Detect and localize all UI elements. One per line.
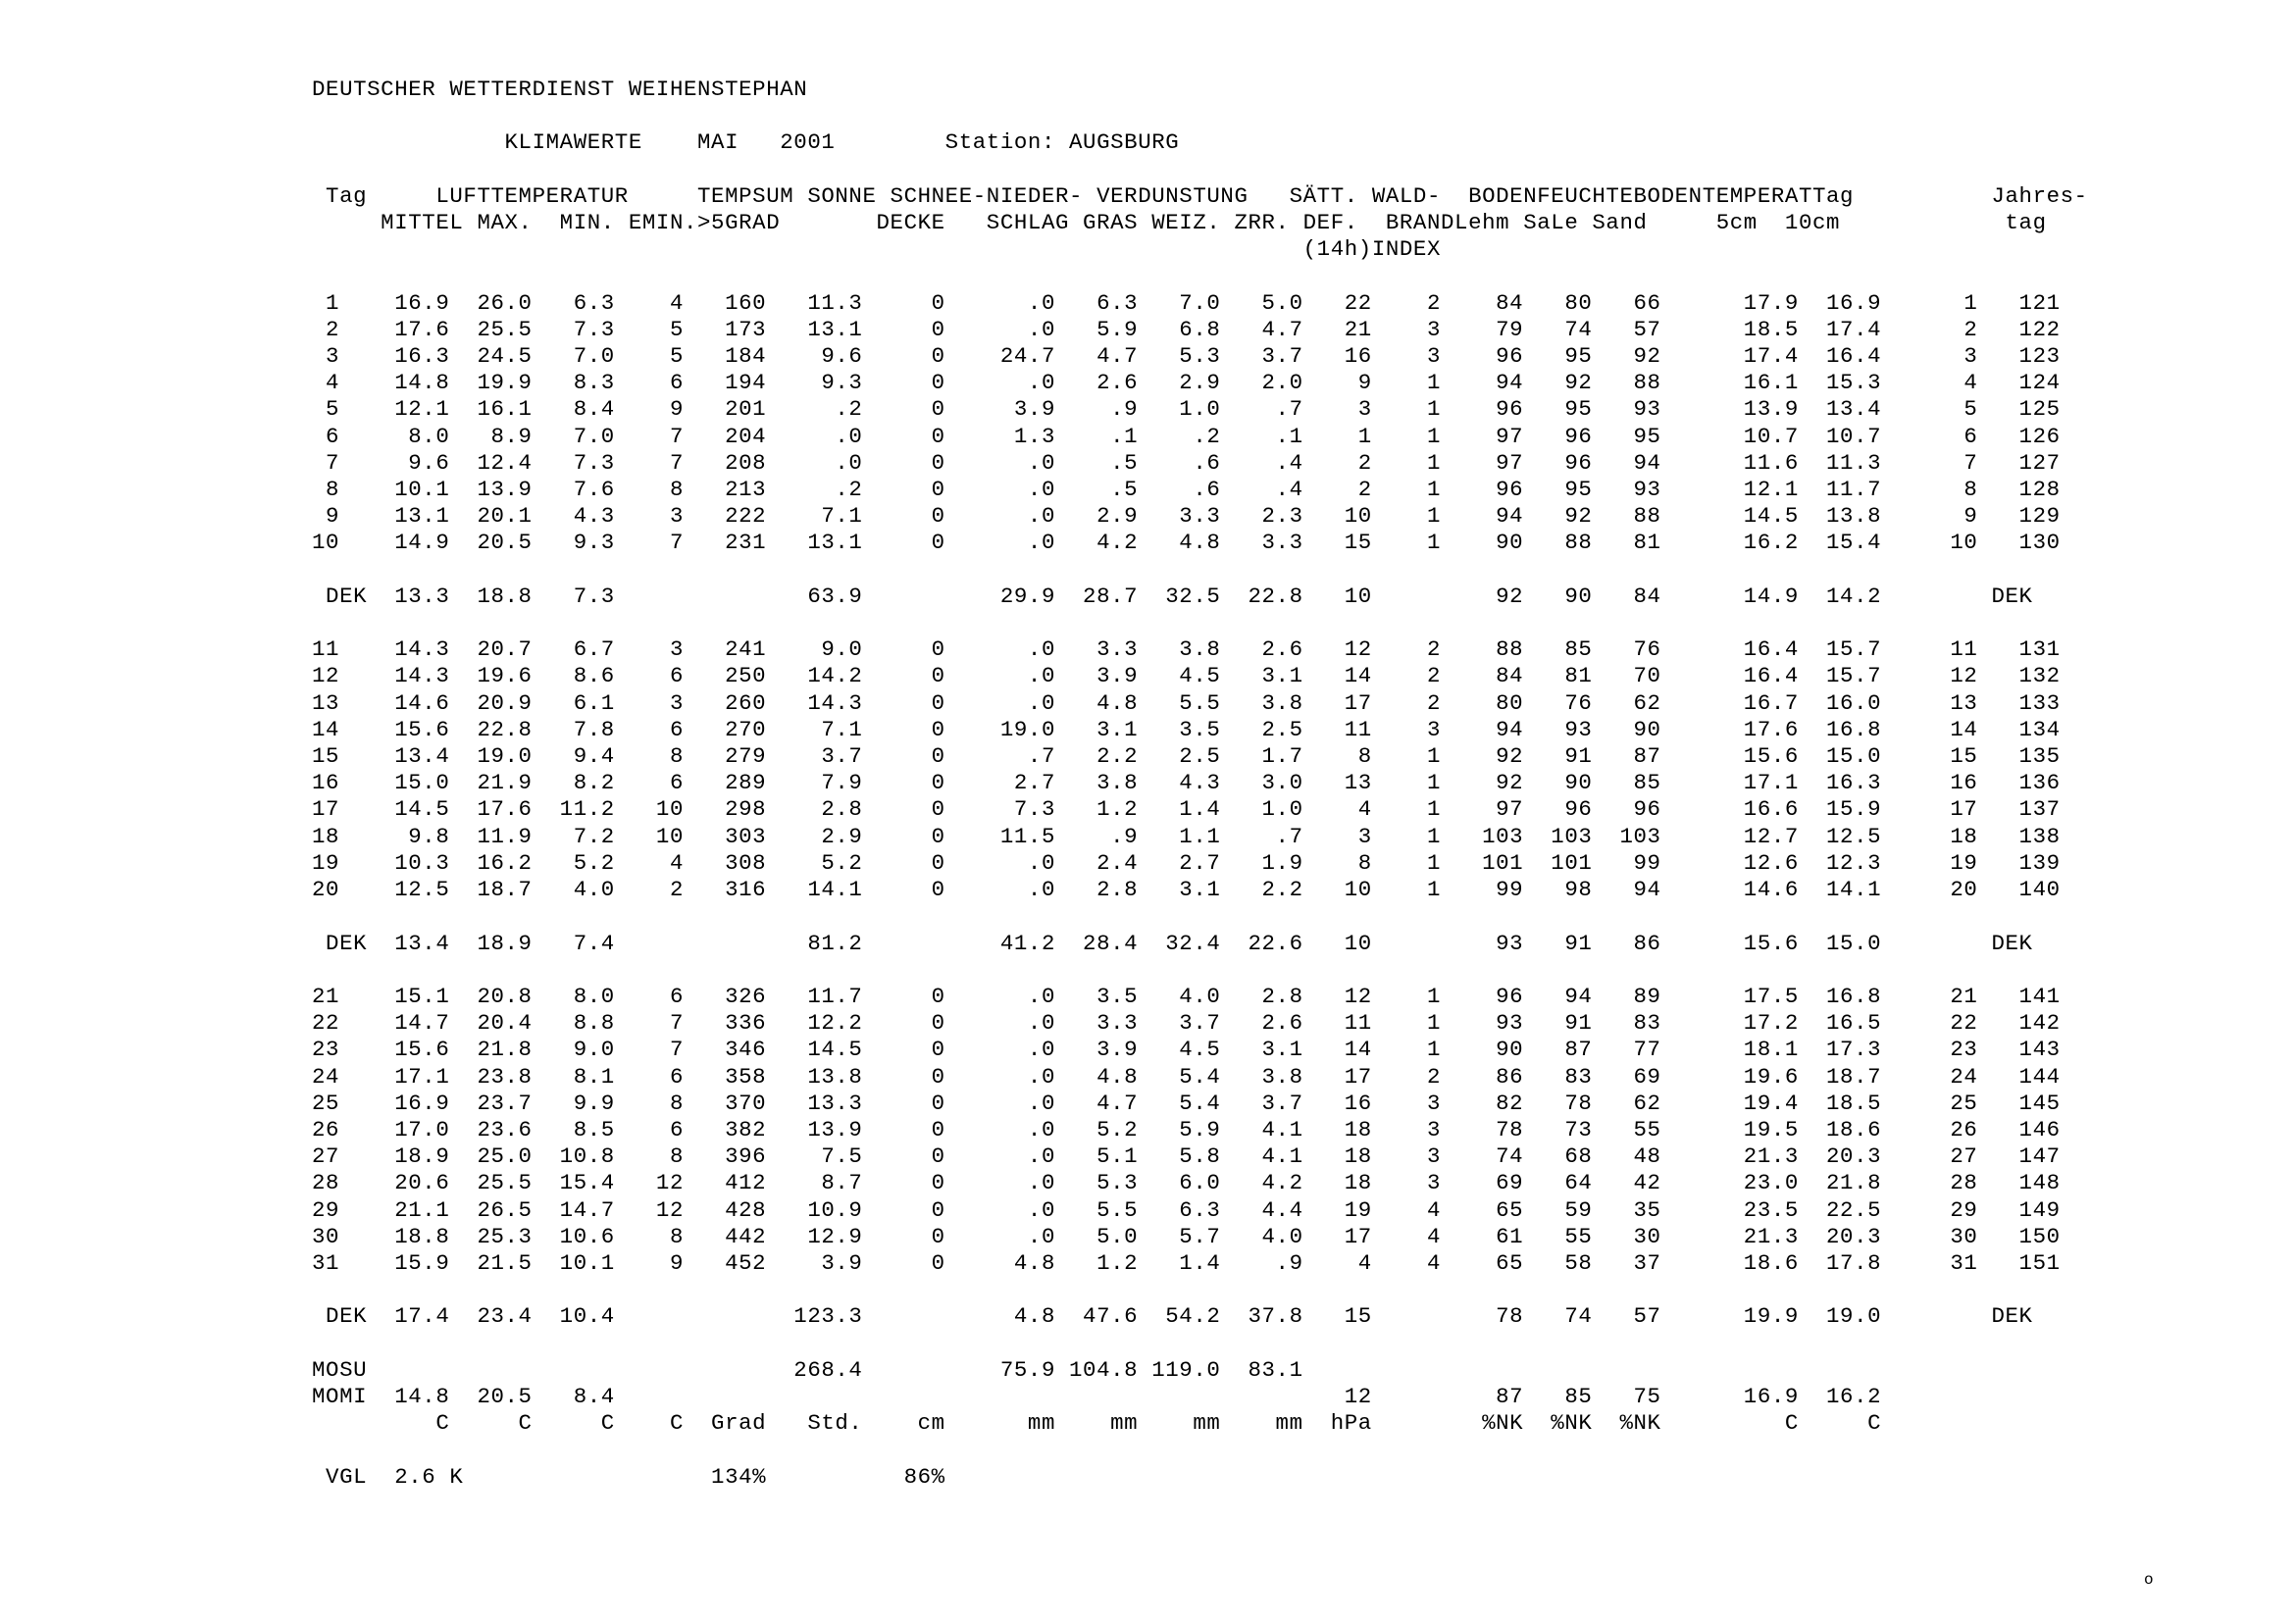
- table-row: 3 16.3 24.5 7.0 5 184 9.6 0 24.7 4.7 5.3 3.7 16 3 96 95 92 17.4 16.4 3 123: [326, 343, 2061, 370]
- table-row: 28 20.6 25.5 15.4 12 412 8.7 0 .0 5.3 6.0 4.2 18 3 69 64 42 23.0 21.8 28 148: [312, 1170, 2061, 1196]
- table-row: 7 9.6 12.4 7.3 7 208 .0 0 .0 .5 .6 .4 2 1 97 96 94 11.6 11.3 7 127: [326, 449, 2061, 476]
- table-row: 29 21.1 26.5 14.7 12 428 10.9 0 .0 5.5 6.3 4.4 19 4 65 59 35 23.5 22.5 29 149: [312, 1196, 2061, 1223]
- table-row: 11 14.3 20.7 6.7 3 241 9.0 0 .0 3.3 3.8 2.6 12 2 88 85 76 16.4 15.7 11 131: [312, 636, 2061, 663]
- table-row: 6 8.0 8.9 7.0 7 204 .0 0 1.3 .1 .2 .1 1 1 97 96 95 10.7 10.7 6 126: [326, 423, 2061, 449]
- table-row: 5 12.1 16.1 8.4 9 201 .2 0 3.9 .9 1.0 .7 3 1 96 95 93 13.9 13.4 5 125: [326, 396, 2061, 423]
- table-row: 17 14.5 17.6 11.2 10 298 2.8 0 7.3 1.2 1.4 1.0 4 1 97 96 96 16.6 15.9 17 137: [312, 796, 2061, 823]
- column-header-3: (14h)INDEX: [1302, 236, 1441, 263]
- column-header-1: Tag LUFTTEMPERATUR TEMPSUM SONNE SCHNEE-NIEDER- VERDUNSTUNG SÄTT. WALD- BODENFEUCHTEBODENTEMPERATTag Jahres-: [326, 182, 2088, 209]
- table-row: 4 14.8 19.9 8.3 6 194 9.3 0 .0 2.6 2.9 2.0 9 1 94 92 88 16.1 15.3 4 124: [326, 370, 2061, 396]
- table-row: 27 18.9 25.0 10.8 8 396 7.5 0 .0 5.1 5.8 4.1 18 3 74 68 48 21.3 20.3 27 147: [312, 1143, 2061, 1170]
- table-row: 1 16.9 26.0 6.3 4 160 11.3 0 .0 6.3 7.0 5.0 22 2 84 80 66 17.9 16.9 1 121: [326, 289, 2061, 316]
- table-row: 22 14.7 20.4 8.8 7 336 12.2 0 .0 3.3 3.7 2.6 11 1 93 91 83 17.2 16.5 22 142: [312, 1010, 2061, 1037]
- momi-row: MOMI 14.8 20.5 8.4 12 87 85 75 16.9 16.2: [312, 1383, 1882, 1409]
- table-row: 10 14.9 20.5 9.3 7 231 13.1 0 .0 4.2 4.8 3.3 15 1 90 88 81 16.2 15.4 10 130: [312, 530, 2061, 556]
- climate-table: [312, 76, 2088, 1491]
- table-row: 23 15.6 21.8 9.0 7 346 14.5 0 .0 3.9 4.5 3.1 14 1 90 87 77 18.1 17.3 23 143: [312, 1037, 2061, 1063]
- table-row: 15 13.4 19.0 9.4 8 279 3.7 0 .7 2.2 2.5 1.7 8 1 92 91 87 15.6 15.0 15 135: [312, 743, 2061, 770]
- table-row: 18 9.8 11.9 7.2 10 303 2.9 0 11.5 .9 1.1 .7 3 1 103 103 103 12.7 12.5 18 138: [312, 823, 2061, 849]
- org-title: DEUTSCHER WETTERDIENST WEIHENSTEPHAN: [312, 76, 808, 102]
- decade-summary-row: DEK 13.3 18.8 7.3 63.9 29.9 28.7 32.5 22.8 10 92 90 84 14.9 14.2 DEK: [326, 583, 2033, 609]
- table-row: 20 12.5 18.7 4.0 2 316 14.1 0 .0 2.8 3.1 2.2 10 1 99 98 94 14.6 14.1 20 140: [312, 877, 2061, 903]
- table-row: 14 15.6 22.8 7.8 6 270 7.1 0 19.0 3.1 3.5 2.5 11 3 94 93 90 17.6 16.8 14 134: [312, 716, 2061, 742]
- table-row: 19 10.3 16.2 5.2 4 308 5.2 0 .0 2.4 2.7 1.9 8 1 101 101 99 12.6 12.3 19 139: [312, 849, 2061, 876]
- table-row: 25 16.9 23.7 9.9 8 370 13.3 0 .0 4.7 5.4 3.7 16 3 82 78 62 19.4 18.5 25 145: [312, 1090, 2061, 1116]
- table-row: 24 17.1 23.8 8.1 6 358 13.8 0 .0 4.8 5.4 3.8 17 2 86 83 69 19.6 18.7 24 144: [312, 1063, 2061, 1090]
- table-row: 30 18.8 25.3 10.6 8 442 12.9 0 .0 5.0 5.7 4.0 17 4 61 55 30 21.3 20.3 30 150: [312, 1223, 2061, 1249]
- table-row: 26 17.0 23.6 8.5 6 382 13.9 0 .0 5.2 5.9 4.1 18 3 78 73 55 19.5 18.6 26 146: [312, 1116, 2061, 1142]
- table-row: 8 10.1 13.9 7.6 8 213 .2 0 .0 .5 .6 .4 2 1 96 95 93 12.1 11.7 8 128: [326, 477, 2061, 503]
- decade-summary-row: DEK 17.4 23.4 10.4 123.3 4.8 47.6 54.2 37.8 15 78 74 57 19.9 19.0 DEK: [326, 1303, 2033, 1330]
- table-row: 21 15.1 20.8 8.0 6 326 11.7 0 .0 3.5 4.0 2.8 12 1 96 94 89 17.5 16.8 21 141: [312, 983, 2061, 1009]
- column-header-2: MITTEL MAX. MIN. EMIN.>5GRAD DECKE SCHLAG GRAS WEIZ. ZRR. DEF. BRANDLehm SaLe Sand 5cm 10cm tag: [381, 210, 2047, 236]
- table-row: 2 17.6 25.5 7.3 5 173 13.1 0 .0 5.9 6.8 4.7 21 3 79 74 57 18.5 17.4 2 122: [326, 316, 2061, 342]
- table-row: 16 15.0 21.9 8.2 6 289 7.9 0 2.7 3.8 4.3 3.0 13 1 92 90 85 17.1 16.3 16 136: [312, 770, 2061, 796]
- report-title: KLIMAWERTE MAI 2001 Station: AUGSBURG: [504, 129, 1180, 156]
- table-row: 13 14.6 20.9 6.1 3 260 14.3 0 .0 4.8 5.5 3.8 17 2 80 76 62 16.7 16.0 13 133: [312, 689, 2061, 716]
- table-row: 12 14.3 19.6 8.6 6 250 14.2 0 .0 3.9 4.5 3.1 14 2 84 81 70 16.4 15.7 12 132: [312, 663, 2061, 689]
- table-row: 31 15.9 21.5 10.1 9 452 3.9 0 4.8 1.2 1.4 .9 4 4 65 58 37 18.6 17.8 31 151: [312, 1249, 2061, 1276]
- table-row: 9 13.1 20.1 4.3 3 222 7.1 0 .0 2.9 3.3 2.3 10 1 94 92 88 14.5 13.8 9 129: [326, 503, 2061, 530]
- page-mark: o: [2144, 1571, 2154, 1589]
- comparison-row: VGL 2.6 K 134% 86%: [326, 1463, 945, 1490]
- units-row: C C C C Grad Std. cm mm mm mm mm hPa %NK %NK %NK C C: [435, 1410, 1882, 1437]
- decade-summary-row: DEK 13.4 18.9 7.4 81.2 41.2 28.4 32.4 22.6 10 93 91 86 15.6 15.0 DEK: [326, 930, 2033, 956]
- mosu-row: MOSU 268.4 75.9 104.8 119.0 83.1: [312, 1356, 1303, 1383]
